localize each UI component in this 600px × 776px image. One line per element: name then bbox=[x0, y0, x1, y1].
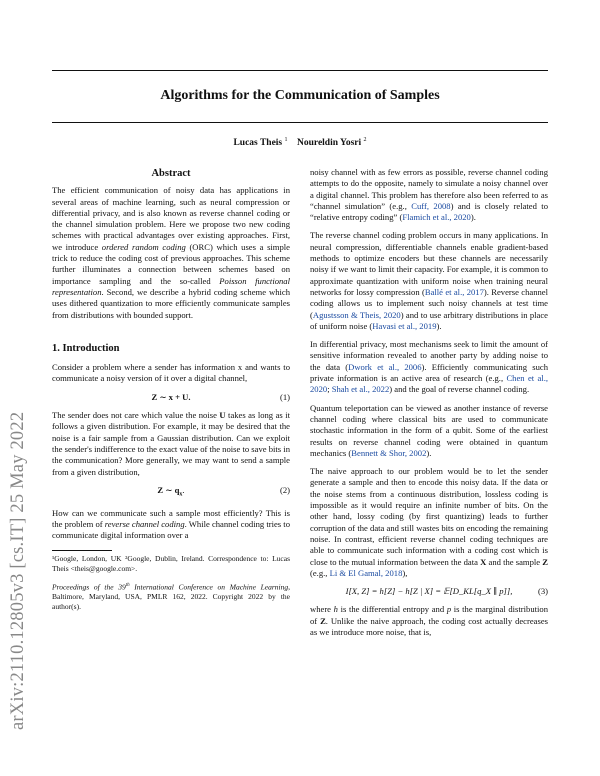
left-column bbox=[52, 168, 290, 618]
citation-link[interactable]: Havasi et al., 2019 bbox=[372, 320, 437, 331]
abstract-heading: Abstract bbox=[151, 168, 191, 179]
citation-link[interactable]: Flamich et al., 2020 bbox=[402, 212, 471, 223]
title-rule bbox=[52, 122, 548, 123]
proceedings-footnote: Proceedings of the 39th International Conference on Machine Learning, Baltimore, Maryland, USA, PMLR 162, 2022. Copyright 2022 by the author(s). bbox=[52, 582, 290, 611]
citation-link[interactable]: Cuff, 2008 bbox=[411, 200, 451, 211]
arxiv-identifier: arXiv:2110.12805v3 [cs.IT] 25 May 2022 bbox=[8, 411, 28, 730]
intro-paragraph: The sender does not care which value the noise U takes as long as it follows a given distribution. For example, it may be desired that the noise is a fair sample from a Gaussian distribution. Can we exploit the sender's indifference to the exact value of the noise to save bits in the communication? More generally, we may want to send a sample from a given distribution, bbox=[52, 410, 290, 477]
citation-link[interactable]: Chen et al., 2020 bbox=[310, 373, 548, 395]
top-rule bbox=[52, 70, 548, 71]
equation-number: (1) bbox=[279, 391, 290, 402]
equation-2: Z ∼ $q_x$. (2) bbox=[157, 484, 290, 498]
citation-link[interactable]: Shah et al., 2022 bbox=[331, 384, 390, 395]
author-name: Noureldin Yosri bbox=[297, 138, 362, 149]
citation-link[interactable]: Dwork et al., 2006 bbox=[348, 361, 422, 372]
citation-link[interactable]: Bennett & Shor, 2002 bbox=[351, 447, 427, 458]
body-paragraph: where h is the differential entropy and p is the marginal distribution of Z. Unlike the naive approach, the coding cost actually decreases as we introduce more noise, that is, bbox=[310, 604, 548, 637]
body-paragraph: The reverse channel coding problem occurs in many applications. In neural compression, differentiable channels enable gradient-based methods to optimize encoders but these channels are necessarily noisy if we want to limit their capacity. For example, it is common to approximate quantization with uniform noise when training neural networks for lossy compression (Ballé et al., 2017). Reverse channel coding allows us to implement such noisy channels at test time (Agustsson & Theis, 2020) and to use arbitrary distributions in place of uniform noise (Havasi et al., 2019). bbox=[310, 230, 548, 331]
affiliation-footnote: ¹Google, London, UK ²Google, Dublin, Ireland. Correspondence to: Lucas Theis <theis@google.com>. bbox=[52, 554, 290, 574]
abstract-text: The efficient communication of noisy data has applications in several areas of machine learning, such as neural compression or differential privacy, and is also known as reverse channel coding or the channel simulation problem. Here we propose two new coding schemes with practical advantages over existing approaches. First, we introduce ordered random coding (ORC) which uses a simple trick to reduce the coding cost of previous approaches. This scheme further illuminates a connection between schemes based on importance sampling and the so-called Poisson functional representation. Second, we describe a hybrid coding scheme which uses dithered quantization to more efficiently communicate samples from distributions with bounded support. bbox=[52, 185, 290, 320]
intro-paragraph: How can we communicate such a sample most efficiently? This is the problem of reverse channel coding. While channel coding tries to communicate digital information over a bbox=[52, 507, 290, 541]
equation-3: I[X, Z] = h[Z] − h[Z | X] = 𝔼[D_KL[q_X ∥ p]], (3) bbox=[345, 586, 548, 597]
citation-link[interactable]: Agustsson & Theis, 2020 bbox=[312, 309, 401, 320]
body-paragraph: noisy channel with as few errors as possible, reverse channel coding attempts to do the opposite, namely to simulate a noisy channel over a digital channel. This problem has therefore also been referred to as “channel simulation” (e.g., Cuff, 2008) and is closely related to “relative entropy coding” (Flamich et al., 2020). bbox=[310, 167, 548, 223]
body-paragraph: Quantum teleportation can be viewed as another instance of reverse channel coding where classical bits are used to communicate stochastic information in the form of a qubit. Some of the earliest results on reverse channel coding were obtained in quantum mechanics (Bennett & Shor, 2002). bbox=[310, 402, 548, 458]
body-paragraph: In differential privacy, most mechanisms seek to limit the amount of sensitive information revealed to another party by adding noise to the data (Dwork et al., 2006). Efficiently communicating such private information is an active area of research (e.g., Chen et al., 2020; Shah et al., 2022) and the goal of reverse channel coding. bbox=[310, 339, 548, 395]
intro-paragraph: Consider a problem where a sender has information x and wants to communicate a noisy version of it over a digital channel, bbox=[52, 362, 290, 384]
citation-link[interactable]: Li & El Gamal, 2018 bbox=[329, 567, 403, 578]
equation-1: Z ∼ x + U. (1) bbox=[151, 391, 290, 402]
author-list bbox=[52, 137, 548, 148]
citation-link[interactable]: Ballé et al., 2017 bbox=[424, 286, 484, 297]
paper-title: Algorithms for the Communication of Samples bbox=[160, 88, 440, 103]
equation-number: (3) bbox=[537, 586, 548, 597]
author-name: Lucas Theis bbox=[233, 138, 283, 149]
footnote-rule bbox=[52, 550, 112, 551]
body-paragraph: The naive approach to our problem would be to let the sender generate a sample and then to encode this noisy data. If the data or the noise stems from a continuous distribution, lossless coding is impossible as it would require an infinite number of bits. On the other hand, lossy coding (by first quantizing) leads to further corruption of the data and still wastes bits on encoding the remaining noise. In contrast, efficient reverse channel coding techniques are able to communicate such information with a coding cost which is close to the mutual information between the data X and the sample Z (e.g., Li & El Gamal, 2018), bbox=[310, 466, 548, 578]
right-column bbox=[310, 167, 548, 645]
section-heading: 1. Introduction bbox=[52, 342, 120, 354]
author-affiliation-mark: 2 bbox=[363, 137, 367, 143]
author-affiliation-mark: 1 bbox=[284, 137, 288, 143]
equation-number: (2) bbox=[279, 484, 290, 495]
